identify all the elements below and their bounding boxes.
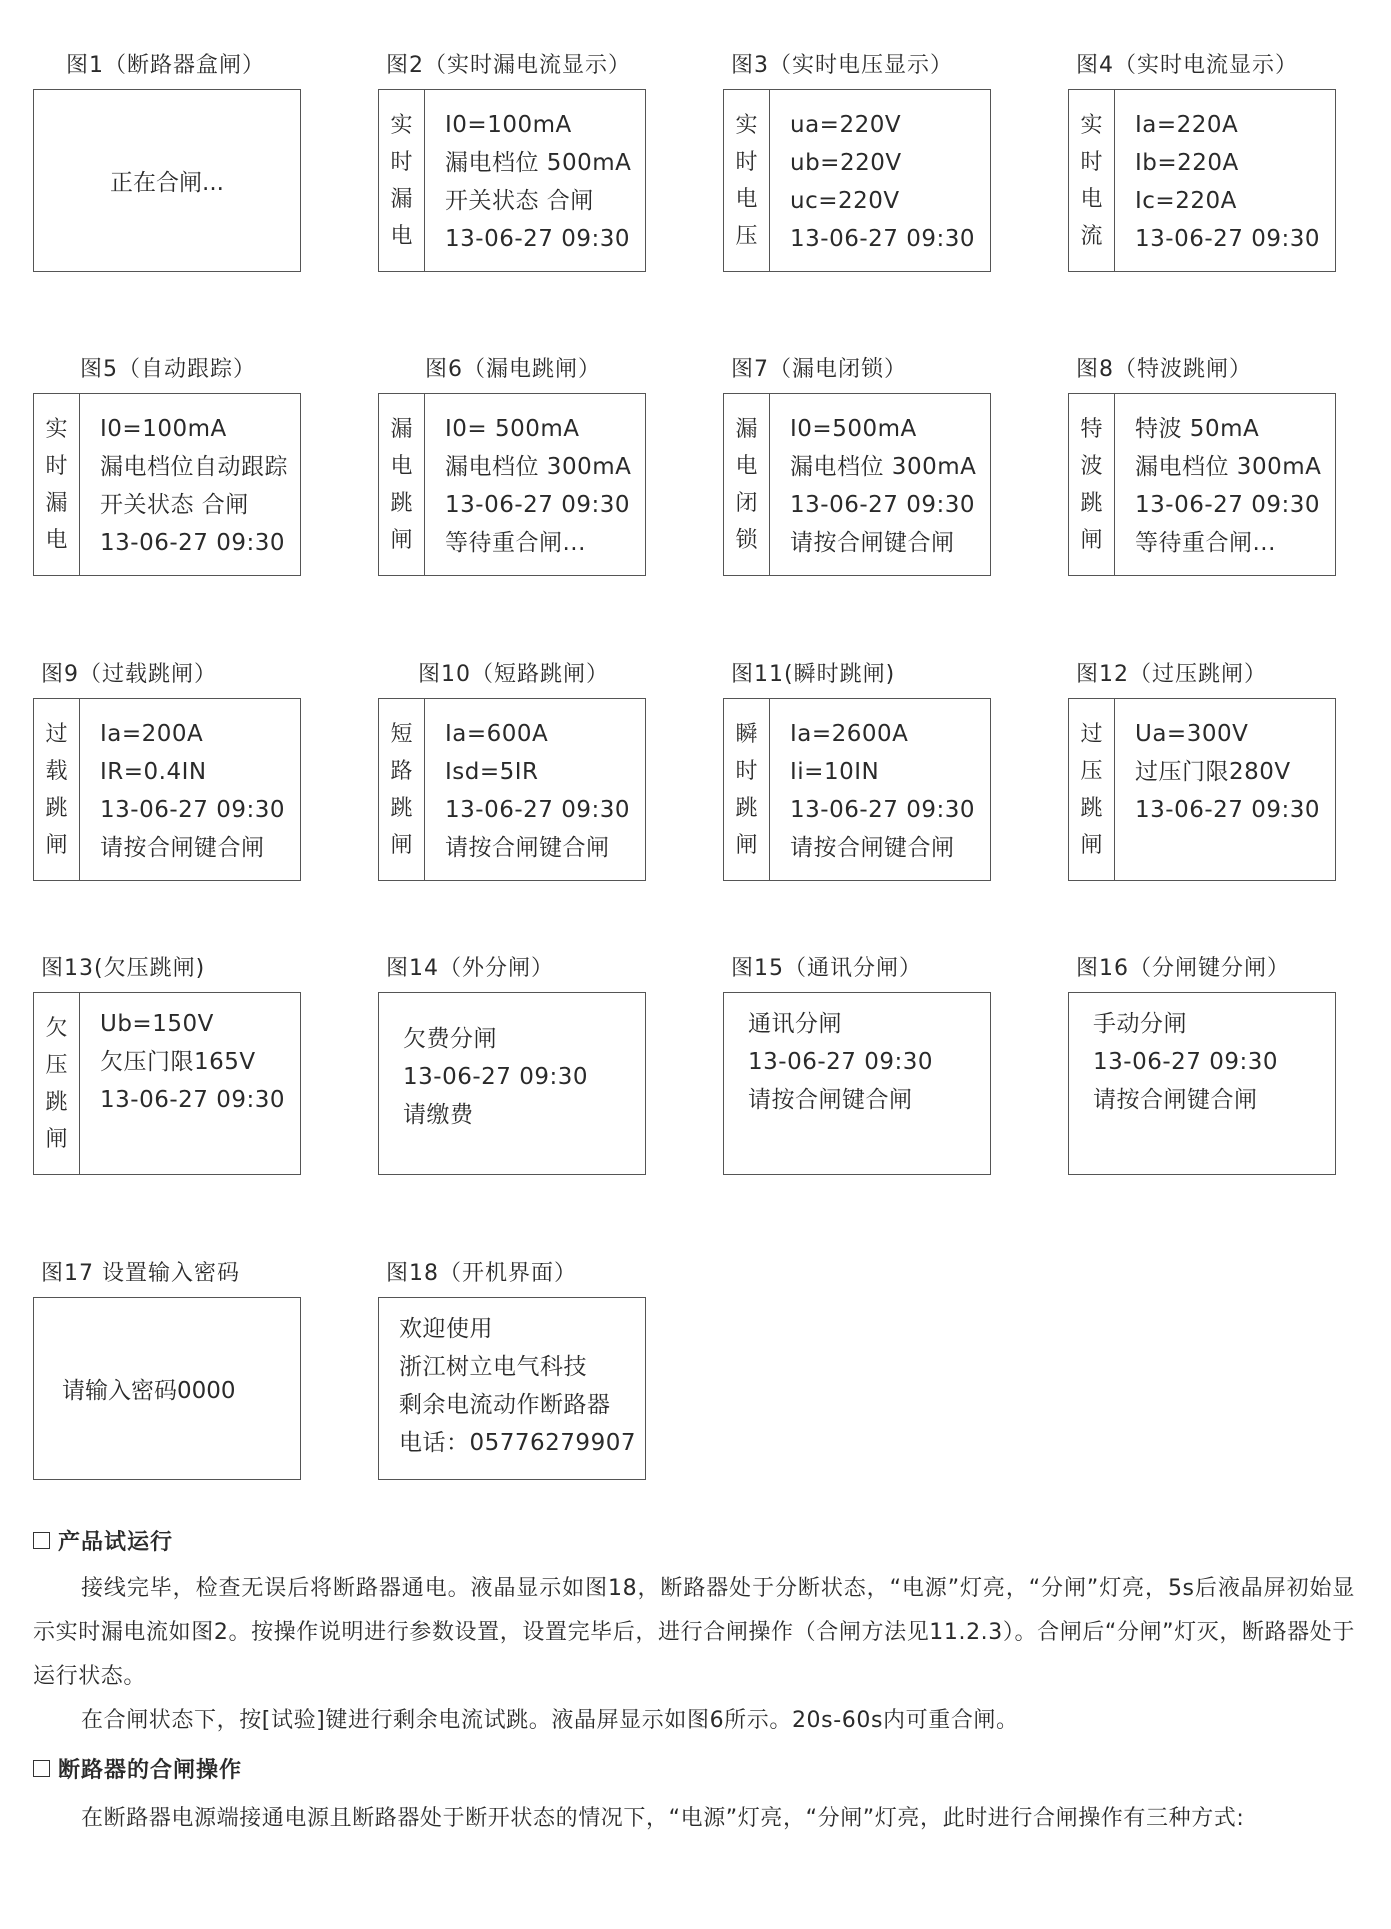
label-char: 电: [735, 453, 758, 479]
lcd-line: Ib=220A: [1135, 150, 1239, 176]
lcd-screen: [723, 89, 991, 272]
label-char: 闸: [1080, 832, 1103, 858]
lcd-line: Ia=200A: [100, 721, 204, 747]
lcd-line: 13-06-27 09:30: [790, 492, 975, 518]
section-heading-text: 断路器的合闸操作: [58, 1758, 243, 1783]
lcd-line: 13-06-27 09:30: [790, 226, 975, 252]
lcd-side-label: [379, 90, 425, 271]
figure-title: 图15（通讯分闸）: [731, 956, 922, 981]
label-char: 漏: [390, 186, 413, 212]
lcd-line: 请按合闸键合闸: [748, 1087, 913, 1113]
lcd-line: 13-06-27 09:30: [445, 226, 630, 252]
lcd-line: 欢迎使用: [399, 1316, 493, 1342]
lcd-line: 请按合闸键合闸: [790, 530, 955, 556]
label-char: 锁: [735, 527, 758, 553]
lcd-line: 手动分闸: [1093, 1011, 1187, 1037]
lcd-line: 13-06-27 09:30: [1093, 1049, 1278, 1075]
label-char: 闭: [735, 490, 758, 516]
figure-title: 图16（分闸键分闸）: [1076, 956, 1290, 981]
lcd-line: 漏电档位 300mA: [1135, 454, 1322, 480]
label-char: 闸: [390, 832, 413, 858]
label-char: 时: [735, 149, 758, 175]
label-char: 流: [1080, 223, 1103, 249]
lcd-lines: [399, 1310, 645, 1462]
lcd-line: 开关状态 合闸: [100, 492, 249, 518]
label-char: 跳: [45, 1089, 68, 1115]
lcd-line: Isd=5IR: [445, 759, 539, 785]
label-char: 电: [735, 186, 758, 212]
checkbox-icon: [33, 1532, 50, 1549]
lcd-side-label: [1069, 699, 1115, 880]
lcd-line: 13-06-27 09:30: [748, 1049, 933, 1075]
lcd-line: 请按合闸键合闸: [445, 835, 610, 861]
label-char: 波: [1080, 453, 1103, 479]
label-char: 电: [390, 223, 413, 249]
label-char: 时: [390, 149, 413, 175]
figure-title: 图2（实时漏电流显示）: [386, 53, 631, 78]
lcd-screen: [723, 698, 991, 881]
label-char: 实: [1080, 112, 1103, 138]
label-char: 压: [1080, 758, 1103, 784]
label-char: 实: [735, 112, 758, 138]
section-heading-trial-run: [33, 1525, 173, 1556]
lcd-line: I0=100mA: [100, 416, 227, 442]
lcd-lines: [790, 106, 990, 258]
lcd-line: 请按合闸键合闸: [1093, 1087, 1258, 1113]
figure-title: 图3（实时电压显示）: [731, 53, 953, 78]
lcd-lines: [1093, 1005, 1335, 1119]
paragraph: 在断路器电源端接通电源且断路器处于断开状态的情况下，“电源”灯亮，“分闸”灯亮，此时进行合闸操作有三种方式:: [81, 1806, 1245, 1831]
lcd-line: 欠费分闸: [403, 1026, 497, 1052]
label-char: 压: [735, 223, 758, 249]
label-char: 闸: [45, 1126, 68, 1152]
lcd-line: 请缴费: [403, 1102, 474, 1128]
figure-title: 图11(瞬时跳闸): [731, 662, 896, 687]
lcd-line: 请按合闸键合闸: [790, 835, 955, 861]
lcd-line: 剩余电流动作断路器: [399, 1392, 611, 1418]
lcd-screen: [378, 89, 646, 272]
figure-title: 图4（实时电流显示）: [1076, 53, 1298, 78]
lcd-line: 等待重合闸...: [445, 530, 586, 556]
label-char: 短: [390, 721, 413, 747]
label-char: 漏: [735, 416, 758, 442]
lcd-line: IR=0.4IN: [100, 759, 207, 785]
lcd-line: Ii=10IN: [790, 759, 880, 785]
lcd-line: 电话：05776279907: [399, 1430, 636, 1456]
lcd-line: 13-06-27 09:30: [403, 1064, 588, 1090]
lcd-screen: [1068, 89, 1336, 272]
figure-title: 图5（自动跟踪）: [80, 357, 256, 382]
lcd-line: 漏电档位自动跟踪: [100, 454, 288, 480]
figure-title: 图13(欠压跳闸): [41, 956, 206, 981]
figure-title: 图14（外分闸）: [386, 956, 554, 981]
label-char: 闸: [45, 832, 68, 858]
figure-title: 图17 设置输入密码: [41, 1261, 240, 1286]
lcd-screen: [1068, 698, 1336, 881]
label-char: 压: [45, 1052, 68, 1078]
figure-title: 图18（开机界面）: [386, 1261, 577, 1286]
lcd-line: ub=220V: [790, 150, 902, 176]
figure-title: 图6（漏电跳闸）: [425, 357, 601, 382]
lcd-lines: [100, 1005, 300, 1119]
lcd-line: Ub=150V: [100, 1011, 214, 1037]
lcd-line: 通讯分闸: [748, 1011, 842, 1037]
lcd-lines: [1135, 715, 1335, 829]
paragraph: 在合闸状态下，按[试验]键进行剩余电流试跳。液晶屏显示如图6所示。20s-60s内可重合闸。: [81, 1708, 1019, 1733]
figure-title: 图9（过载跳闸）: [41, 662, 217, 687]
label-char: 漏: [390, 416, 413, 442]
label-char: 跳: [735, 795, 758, 821]
lcd-side-label: [1069, 394, 1115, 575]
lcd-side-label: [379, 699, 425, 880]
label-char: 闸: [735, 832, 758, 858]
figure-title: 图10（短路跳闸）: [418, 662, 609, 687]
lcd-line: 过压门限280V: [1135, 759, 1291, 785]
label-char: 瞬: [735, 721, 758, 747]
lcd-screen: [723, 992, 991, 1175]
lcd-lines: [790, 715, 990, 867]
label-char: 实: [390, 112, 413, 138]
label-char: 特: [1080, 416, 1103, 442]
label-char: 跳: [390, 490, 413, 516]
label-char: 跳: [45, 795, 68, 821]
figure-title: 图8（特波跳闸）: [1076, 357, 1252, 382]
lcd-line: 13-06-27 09:30: [100, 1087, 285, 1113]
lcd-lines: [100, 715, 300, 867]
lcd-side-label: [34, 394, 80, 575]
lcd-line: I0=100mA: [445, 112, 572, 138]
section-body-trial-run: [33, 1567, 1355, 1743]
label-char: 电: [45, 527, 68, 553]
lcd-lines: [403, 1020, 645, 1134]
lcd-lines: [445, 106, 645, 258]
lcd-line: 请按合闸键合闸: [100, 835, 265, 861]
lcd-side-label: [724, 394, 770, 575]
lcd-line: 13-06-27 09:30: [1135, 492, 1320, 518]
lcd-line: uc=220V: [790, 188, 900, 214]
section-heading-text: 产品试运行: [58, 1530, 174, 1555]
lcd-lines: [748, 1005, 990, 1119]
label-char: 时: [735, 758, 758, 784]
lcd-lines: [445, 715, 645, 867]
figure-title: 图1（断路器盒闸）: [66, 53, 265, 78]
lcd-lines: [100, 410, 300, 562]
lcd-side-label: [1069, 90, 1115, 271]
label-char: 载: [45, 758, 68, 784]
lcd-screen: [1068, 992, 1336, 1175]
lcd-line: Ia=220A: [1135, 112, 1239, 138]
lcd-screen: [33, 1297, 301, 1480]
lcd-line: 特波 50mA: [1135, 416, 1260, 442]
lcd-line: 13-06-27 09:30: [445, 797, 630, 823]
lcd-screen: [378, 698, 646, 881]
lcd-side-label: [34, 699, 80, 880]
lcd-message: 正在合闸...: [110, 170, 224, 196]
label-char: 时: [1080, 149, 1103, 175]
lcd-message: 请输入密码0000: [62, 1378, 236, 1404]
lcd-screen: [33, 698, 301, 881]
label-char: 过: [1080, 721, 1103, 747]
lcd-line: Ua=300V: [1135, 721, 1249, 747]
lcd-lines: [445, 410, 645, 562]
label-char: 电: [1080, 186, 1103, 212]
lcd-lines: [790, 410, 990, 562]
lcd-side-label: [724, 699, 770, 880]
label-char: 时: [45, 453, 68, 479]
label-char: 闸: [390, 527, 413, 553]
paragraph: 接线完毕，检查无误后将断路器通电。液晶显示如图18，断路器处于分断状态，“电源”灯亮，“分闸”灯亮，5s后液晶屏初始显示实时漏电流如图2。按操作说明进行参数设置，设置完毕后，进行合闸操作（合闸方法见11.2.3）。合闸后“分闸”灯灭，断路器处于运行状态。: [33, 1576, 1355, 1689]
lcd-line: ua=220V: [790, 112, 902, 138]
lcd-line: 13-06-27 09:30: [100, 530, 285, 556]
checkbox-icon: [33, 1760, 50, 1777]
label-char: 闸: [1080, 527, 1103, 553]
lcd-lines: [1135, 410, 1335, 562]
label-char: 跳: [390, 795, 413, 821]
lcd-line: 等待重合闸...: [1135, 530, 1276, 556]
label-char: 电: [390, 453, 413, 479]
label-char: 漏: [45, 490, 68, 516]
lcd-side-label: [379, 394, 425, 575]
lcd-line: 开关状态 合闸: [445, 188, 594, 214]
label-char: 实: [45, 416, 68, 442]
lcd-screen: [723, 393, 991, 576]
lcd-line: 漏电档位 300mA: [790, 454, 977, 480]
lcd-screen: [378, 1297, 646, 1480]
lcd-screen: [33, 393, 301, 576]
lcd-line: Ia=2600A: [790, 721, 909, 747]
lcd-line: I0=500mA: [790, 416, 917, 442]
section-heading-closing-operation: [33, 1753, 242, 1784]
lcd-lines: [1135, 106, 1335, 258]
lcd-line: 13-06-27 09:30: [445, 492, 630, 518]
section-body-closing-operation: [33, 1797, 1355, 1841]
lcd-line: 欠压门限165V: [100, 1049, 256, 1075]
lcd-line: 浙江树立电气科技: [399, 1354, 587, 1380]
lcd-line: 13-06-27 09:30: [1135, 797, 1320, 823]
lcd-screen: [33, 89, 301, 272]
lcd-line: Ia=600A: [445, 721, 549, 747]
lcd-line: 13-06-27 09:30: [100, 797, 285, 823]
lcd-screen: [378, 393, 646, 576]
lcd-side-label: [34, 993, 80, 1174]
lcd-screen: [378, 992, 646, 1175]
label-char: 跳: [1080, 490, 1103, 516]
figure-title: 图7（漏电闭锁）: [731, 357, 907, 382]
lcd-line: 漏电档位 500mA: [445, 150, 632, 176]
lcd-line: Ic=220A: [1135, 188, 1237, 214]
lcd-line: I0= 500mA: [445, 416, 580, 442]
lcd-screen: [33, 992, 301, 1175]
label-char: 路: [390, 758, 413, 784]
lcd-side-label: [724, 90, 770, 271]
lcd-line: 漏电档位 300mA: [445, 454, 632, 480]
lcd-line: 13-06-27 09:30: [790, 797, 975, 823]
figure-title: 图12（过压跳闸）: [1076, 662, 1267, 687]
lcd-screen: [1068, 393, 1336, 576]
label-char: 过: [45, 721, 68, 747]
lcd-line: 13-06-27 09:30: [1135, 226, 1320, 252]
label-char: 欠: [45, 1015, 68, 1041]
label-char: 跳: [1080, 795, 1103, 821]
